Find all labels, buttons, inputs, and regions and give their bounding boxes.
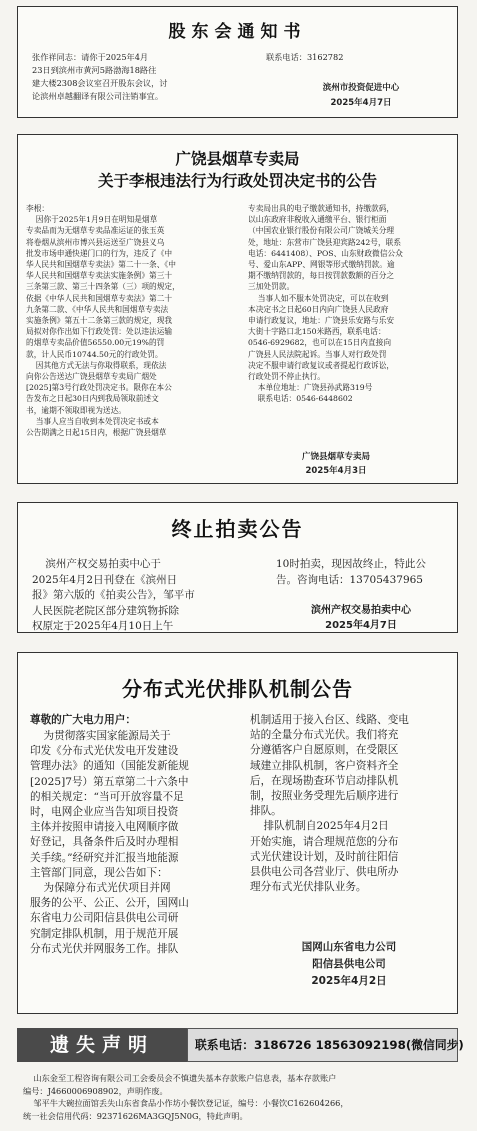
signer: 滨州产权交易拍卖中心 (311, 605, 411, 616)
notice-body-line: 23日到滨州市黄河5路渤海18路往 (32, 65, 157, 75)
notice-body-line: 关手续。”经研究并汇报当地能源 (30, 851, 179, 864)
notice-title-line2: 关于李根违法行为行政处罚决定书的公告 (97, 172, 377, 190)
notice-body-line: （中国农业银行股份有限公司广饶城关分理 (248, 226, 395, 236)
notice-body-line: 依据《中华人民共和国烟草专卖法》第二十 (26, 293, 173, 303)
notice-body-line: 分布式光伏并网服务工作。排队 (30, 942, 179, 955)
lost-notice-header (17, 1028, 464, 1062)
notice-body-line: 以山东政府非税收入通缴平台、银行柜面 (248, 215, 387, 225)
notice-body-line: 大街十字路口北150米路西，联系电话： (248, 327, 386, 337)
notice-body-line: 当事人如不服本处罚决定，可以在收到 (248, 293, 389, 303)
notice-body-line: 申请行政复议，地址：广饶县乐安路与乐安 (248, 316, 395, 325)
notice-body-line: 管理办法》的通知（国能发新能规 (30, 760, 189, 773)
notice-body-line: 0546-6929682，也可以在15日内直接向 (248, 338, 392, 348)
auction-termination-notice (17, 502, 458, 633)
notice-body-line: 式光伏建设计划，及时前往阳信 (250, 850, 399, 863)
notice-body-line: 的烟草专卖品价值56550.00元19%的罚 (26, 338, 165, 348)
notice-body-line: 邹平牛大碗拉面馆丢失山东省食品小作坊小餐饮登记证，编号：小餐饮C162604266， (23, 1098, 349, 1108)
notice-body-line: 李根： (26, 204, 50, 213)
notice-body-line: 当事人应当自收到本处罚决定书或本 (26, 416, 159, 426)
notice-body-line: 因你于2025年1月9日在明知是烟草 (26, 215, 158, 225)
greeting: 尊敬的广大电力用户： (30, 714, 136, 726)
notice-body-line: [2025]第3号行政处罚决定书。限你在本公 (26, 383, 172, 393)
notice-body-line: 论滨州卓越翻译有限公司注销事宜。 (32, 91, 164, 101)
notice-body-line: 电话：6441408）、POS、山东财政微信公众 (248, 248, 403, 258)
notice-body-line: 本单位地址：广饶县孙武路319号 (248, 383, 373, 393)
notice-body-line: 号、爱山东APP、网银等形式缴纳罚款。逾 (248, 260, 395, 269)
notice-body-line: 2025年4月2日刊登在《滨州日 (32, 573, 178, 586)
notice-body-line: 时，电网企业应当告知项目投资 (30, 806, 179, 818)
notice-body-line: 广饶县人民法院起诉。当事人对行政处罚 (248, 349, 387, 359)
notice-body-line: 主管部门同意，现公告如下： (30, 866, 168, 879)
notice-body-line: 联系电话：0546-6448602 (248, 394, 353, 404)
date: 2025年4月2日 (311, 975, 387, 987)
date: 2025年4月7日 (325, 620, 397, 631)
notice-title: 终止拍卖公告 (171, 517, 304, 541)
notice-body-line: 将卷烟从滨州市博兴县运送至广饶县义乌 (26, 237, 165, 247)
notice-body-line: 决定不服申请行政复议或者提起行政诉讼， (248, 360, 395, 370)
notice-body-line: 处，地址：东营市广饶县迎宾路242号，联系 (248, 237, 402, 247)
notice-body-line: 印发《分布式光伏发电开发建设 (30, 745, 179, 758)
lost-notice-contact: 联系电话：3186726 18563092198(微信同步) (187, 1028, 458, 1062)
notice-title: 分布式光伏排队机制公告 (122, 677, 353, 701)
signer: 滨州市投资促进中心 (322, 83, 400, 93)
notice-body-line: 期不缴纳罚款的，每日按罚款数额的百分之 (248, 271, 395, 281)
notice-body-line: 告。咨询电话：13705437965 (276, 573, 423, 586)
notice-body-line: 后，在现场勘查环节启动排队机 (250, 774, 399, 787)
notice-body-line: 华人民共和国烟草专卖法实施条例》第三十 (26, 271, 173, 281)
notice-body-line: 华人民共和国烟草专卖法》第二十一条、《中 (26, 260, 176, 269)
tobacco-penalty-notice (17, 134, 458, 484)
notice-body-line: 款，计人民币10744.50元的行政处罚。 (26, 349, 163, 359)
date: 2025年4月3日 (305, 466, 367, 476)
lost-notice-tag: 遗失声明 (17, 1028, 187, 1062)
notice-body-line: 县供电公司各营业厅、供电所办 (250, 866, 399, 878)
notice-body-line: 书，逾期不领取即视为送达。 (26, 405, 126, 415)
notice-title: 股东会通知书 (168, 22, 307, 42)
notice-body-line: 山东金至工程咨询有限公司工会委员会不慎遗失基本存款账户信息表，基本存款账户 (23, 1073, 337, 1083)
notice-body-line: 三加处罚款。 (248, 282, 295, 292)
notice-body-line: 九条第二款、《中华人民共和国烟草专卖法 (26, 304, 169, 314)
notice-body-line: 机制适用于接入台区、线路、变电 (250, 714, 409, 726)
contact-phone: 联系电话：3162782 (266, 52, 344, 62)
notice-body-line: 编号：J4660006908902，声明作废。 (23, 1085, 168, 1096)
notice-body-line: 排队。 (250, 805, 282, 818)
notice-body-line: 东省电力公司阳信县供电公司研 (30, 912, 179, 925)
notice-body-line: 主体并按照申请接入电网顺序做 (30, 821, 179, 834)
notice-body-line: 理分布式光伏排队业务。 (250, 881, 367, 894)
notice-body-line: 10时拍卖，现因故终止，特此公 (276, 558, 426, 570)
notice-body-line: 向你公告送达广饶县烟草专卖局广烟处 (26, 372, 157, 381)
notice-body-line: 为贯彻落实国家能源局关于 (30, 730, 171, 742)
notice-body-line: 告发布之日起30日内到我局领取前述文 (26, 394, 159, 404)
notice-body-line: 排队机制自2025年4月2日 (250, 820, 389, 833)
notice-body-line: 报》第六版的《拍卖公告》，邹平市 (32, 589, 195, 601)
notice-body-line: 人民医院老院区部分建筑物拆除 (32, 604, 179, 617)
notice-body-line: 统一社会信用代码：92371626MA3GQJ5N0G，特此声明。 (23, 1110, 248, 1121)
notice-body-line: 服务的公平、公正、公开，国网山 (30, 897, 189, 910)
notice-body-line: 因其他方式无法与你取得联系，现依法 (26, 360, 167, 370)
notice-body-line: [2025]7号）第五章第二十六条中 (30, 775, 189, 788)
notice-body-line: 的相关规定：“当可开放容量不足 (30, 790, 184, 803)
signer: 广饶县烟草专卖局 (301, 452, 370, 462)
notice-body-line: 专卖局出具的电子缴款通知书，持缴款码， (248, 204, 395, 213)
notice-body-line: 分遵循客户自愿原则，在受限区 (250, 744, 399, 757)
notice-body-line: 建大楼2308会议室召开股东会议，讨 (32, 78, 168, 88)
notice-body-line: 局拟对你作出如下行政处罚：处以违法运输 (26, 327, 173, 337)
notice-body-line: 站的全量分布式光伏。我们将充 (250, 729, 399, 742)
notice-body-line: 本决定书之日起60日内向广饶县人民政府 (248, 304, 389, 314)
signer-company: 国网山东省电力公司 (301, 941, 397, 953)
signer-branch: 阳信县供电公司 (312, 958, 386, 970)
notice-body-line: 公告期满之日起15日内，根据广饶县烟草 (26, 428, 167, 437)
notice-body-line: 三条第三款、第三十四条第（三）项的规定， (26, 282, 180, 292)
notice-title-line1: 广饶县烟草专卖局 (175, 150, 300, 168)
notice-body-line: 开始实施，请合理规范您的分布 (250, 835, 399, 848)
notice-body-line: 制，按照业务受理先后顺序进行 (250, 790, 399, 802)
notice-body-line: 批发市场申通快递门口的行为，违反了《中 (26, 248, 173, 258)
date: 2025年4月7日 (330, 98, 392, 108)
notice-body-line: 究制定排队机制，用于规范开展 (30, 927, 179, 940)
shareholder-meeting-notice (17, 6, 458, 118)
notice-body-line: 行政处罚不停止执行。 (248, 372, 325, 381)
notice-body-line: 域建立排队机制，客户资料齐全 (250, 759, 399, 772)
pv-queue-notice (17, 652, 458, 1014)
notice-body-line: 专卖品而为无烟草专卖品准运证的张玉英 (26, 226, 165, 236)
notice-body-line: 张作祥同志：请你于2025年4月 (32, 52, 149, 62)
notice-body-line: 好登记，具备条件后及时办理相 (30, 836, 179, 849)
notice-body-line: 实施条例》第五十二条第三款的规定，现我 (26, 316, 173, 325)
notice-body-line: 滨州产权交易拍卖中心于 (32, 558, 161, 570)
notice-body-line: 权原定于2025年4月10日上午 (32, 620, 174, 632)
notice-body-line: 为保障分布式光伏项目并网 (30, 882, 171, 894)
